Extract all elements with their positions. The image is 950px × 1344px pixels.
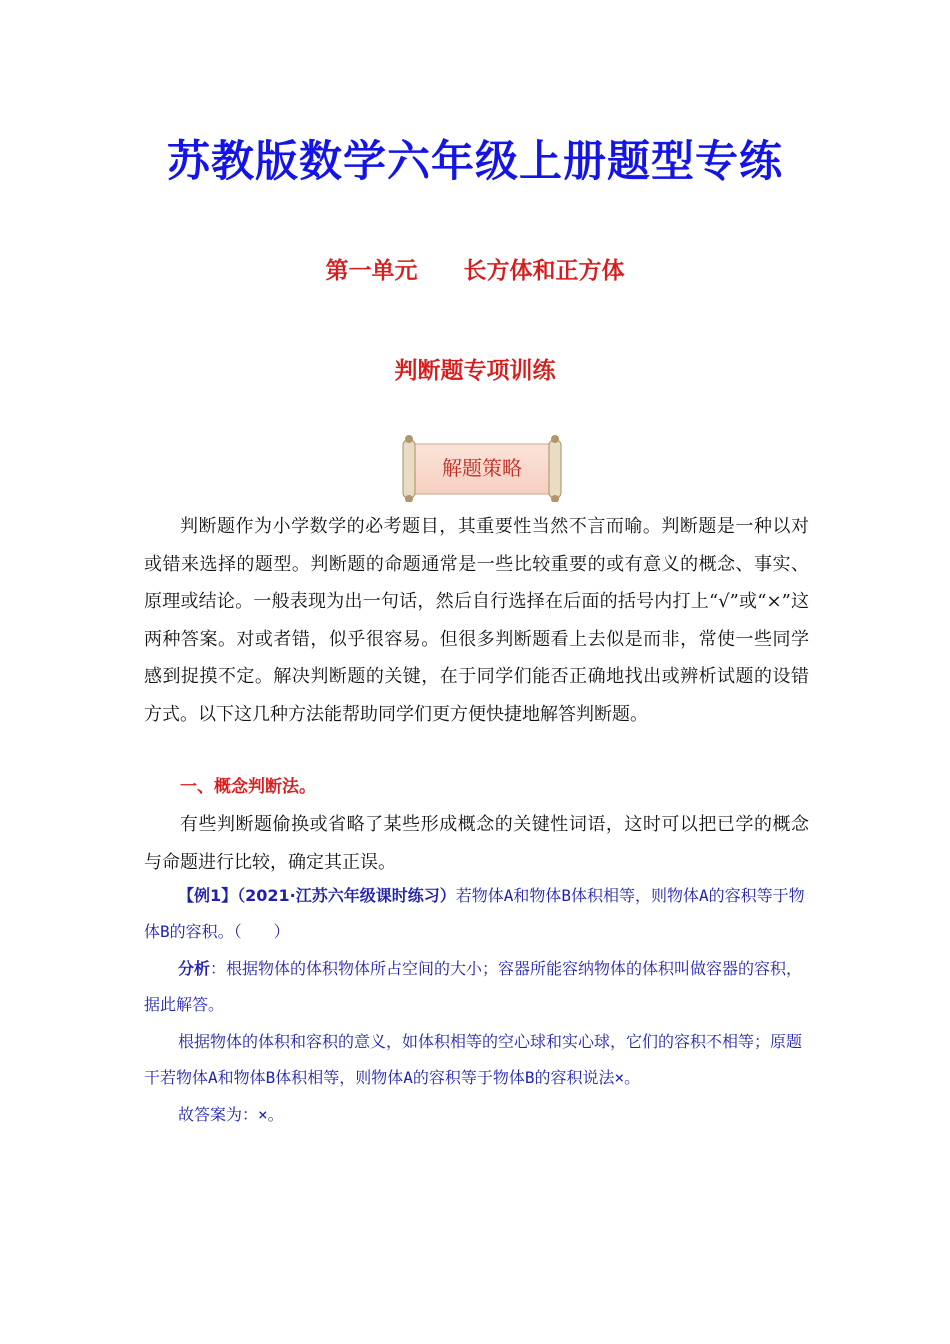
example-label: 【例1】（2021·江苏六年级课时练习） xyxy=(178,886,456,905)
analysis-text: ：根据物体的体积物体所占空间的大小；容器所能容纳物体的体积叫做容器的容积，据此解答。 xyxy=(144,959,803,1014)
analysis-label: 分析 xyxy=(178,959,211,978)
method-paragraph: 有些判断题偷换或省略了某些形成概念的关键性词语，这时可以把已学的概念与命题进行比较，确定其正误。 xyxy=(144,814,809,873)
example-answer: 故答案为：×。 xyxy=(178,1105,284,1124)
banner-label: 解题策略 xyxy=(442,456,522,480)
intro-paragraph: 判断题作为小学数学的必考题目，其重要性当然不言而喻。判断题是一种以对或错来选择的题型。判断题的命题通常是一些比较重要的或有意义的概念、事实、原理或结论。一般表现为出一句话，然后自行选择在后面的括号内打上“√”或“×”这两种答案。对或者错，似乎很容易。但很多判断题看上去似是而非，常使一些同学感到捉摸不定。解决判断题的关键，在于同学们能否正确地找出或辨析试题的设错方式。以下这几种方法能帮助同学们更方便快捷地解答判断题。 xyxy=(144,516,809,725)
scroll-banner xyxy=(397,434,567,502)
example-analysis xyxy=(144,951,809,1023)
method-heading: 一、概念判断法。 xyxy=(180,777,316,797)
example-question xyxy=(144,878,809,950)
method-section xyxy=(144,806,809,881)
example-solution: 根据物体的体积和容积的意义，如体积相等的空心球和实心球，它们的容积不相等；原题干若物体A和物体B体积相等，则物体A的容积等于物体B的容积说法×。 xyxy=(144,1032,803,1087)
main-title: 苏教版数学六年级上册题型专练 xyxy=(167,137,783,187)
example-section xyxy=(144,878,809,1133)
unit-title: 第一单元 长方体和正方体 xyxy=(325,258,625,284)
example-question-text: 若物体A和物体B体积相等，则物体A的容积等于物体B的容积。（ ） xyxy=(144,886,805,941)
section-title: 判断题专项训练 xyxy=(394,358,556,384)
intro-section xyxy=(144,508,809,733)
